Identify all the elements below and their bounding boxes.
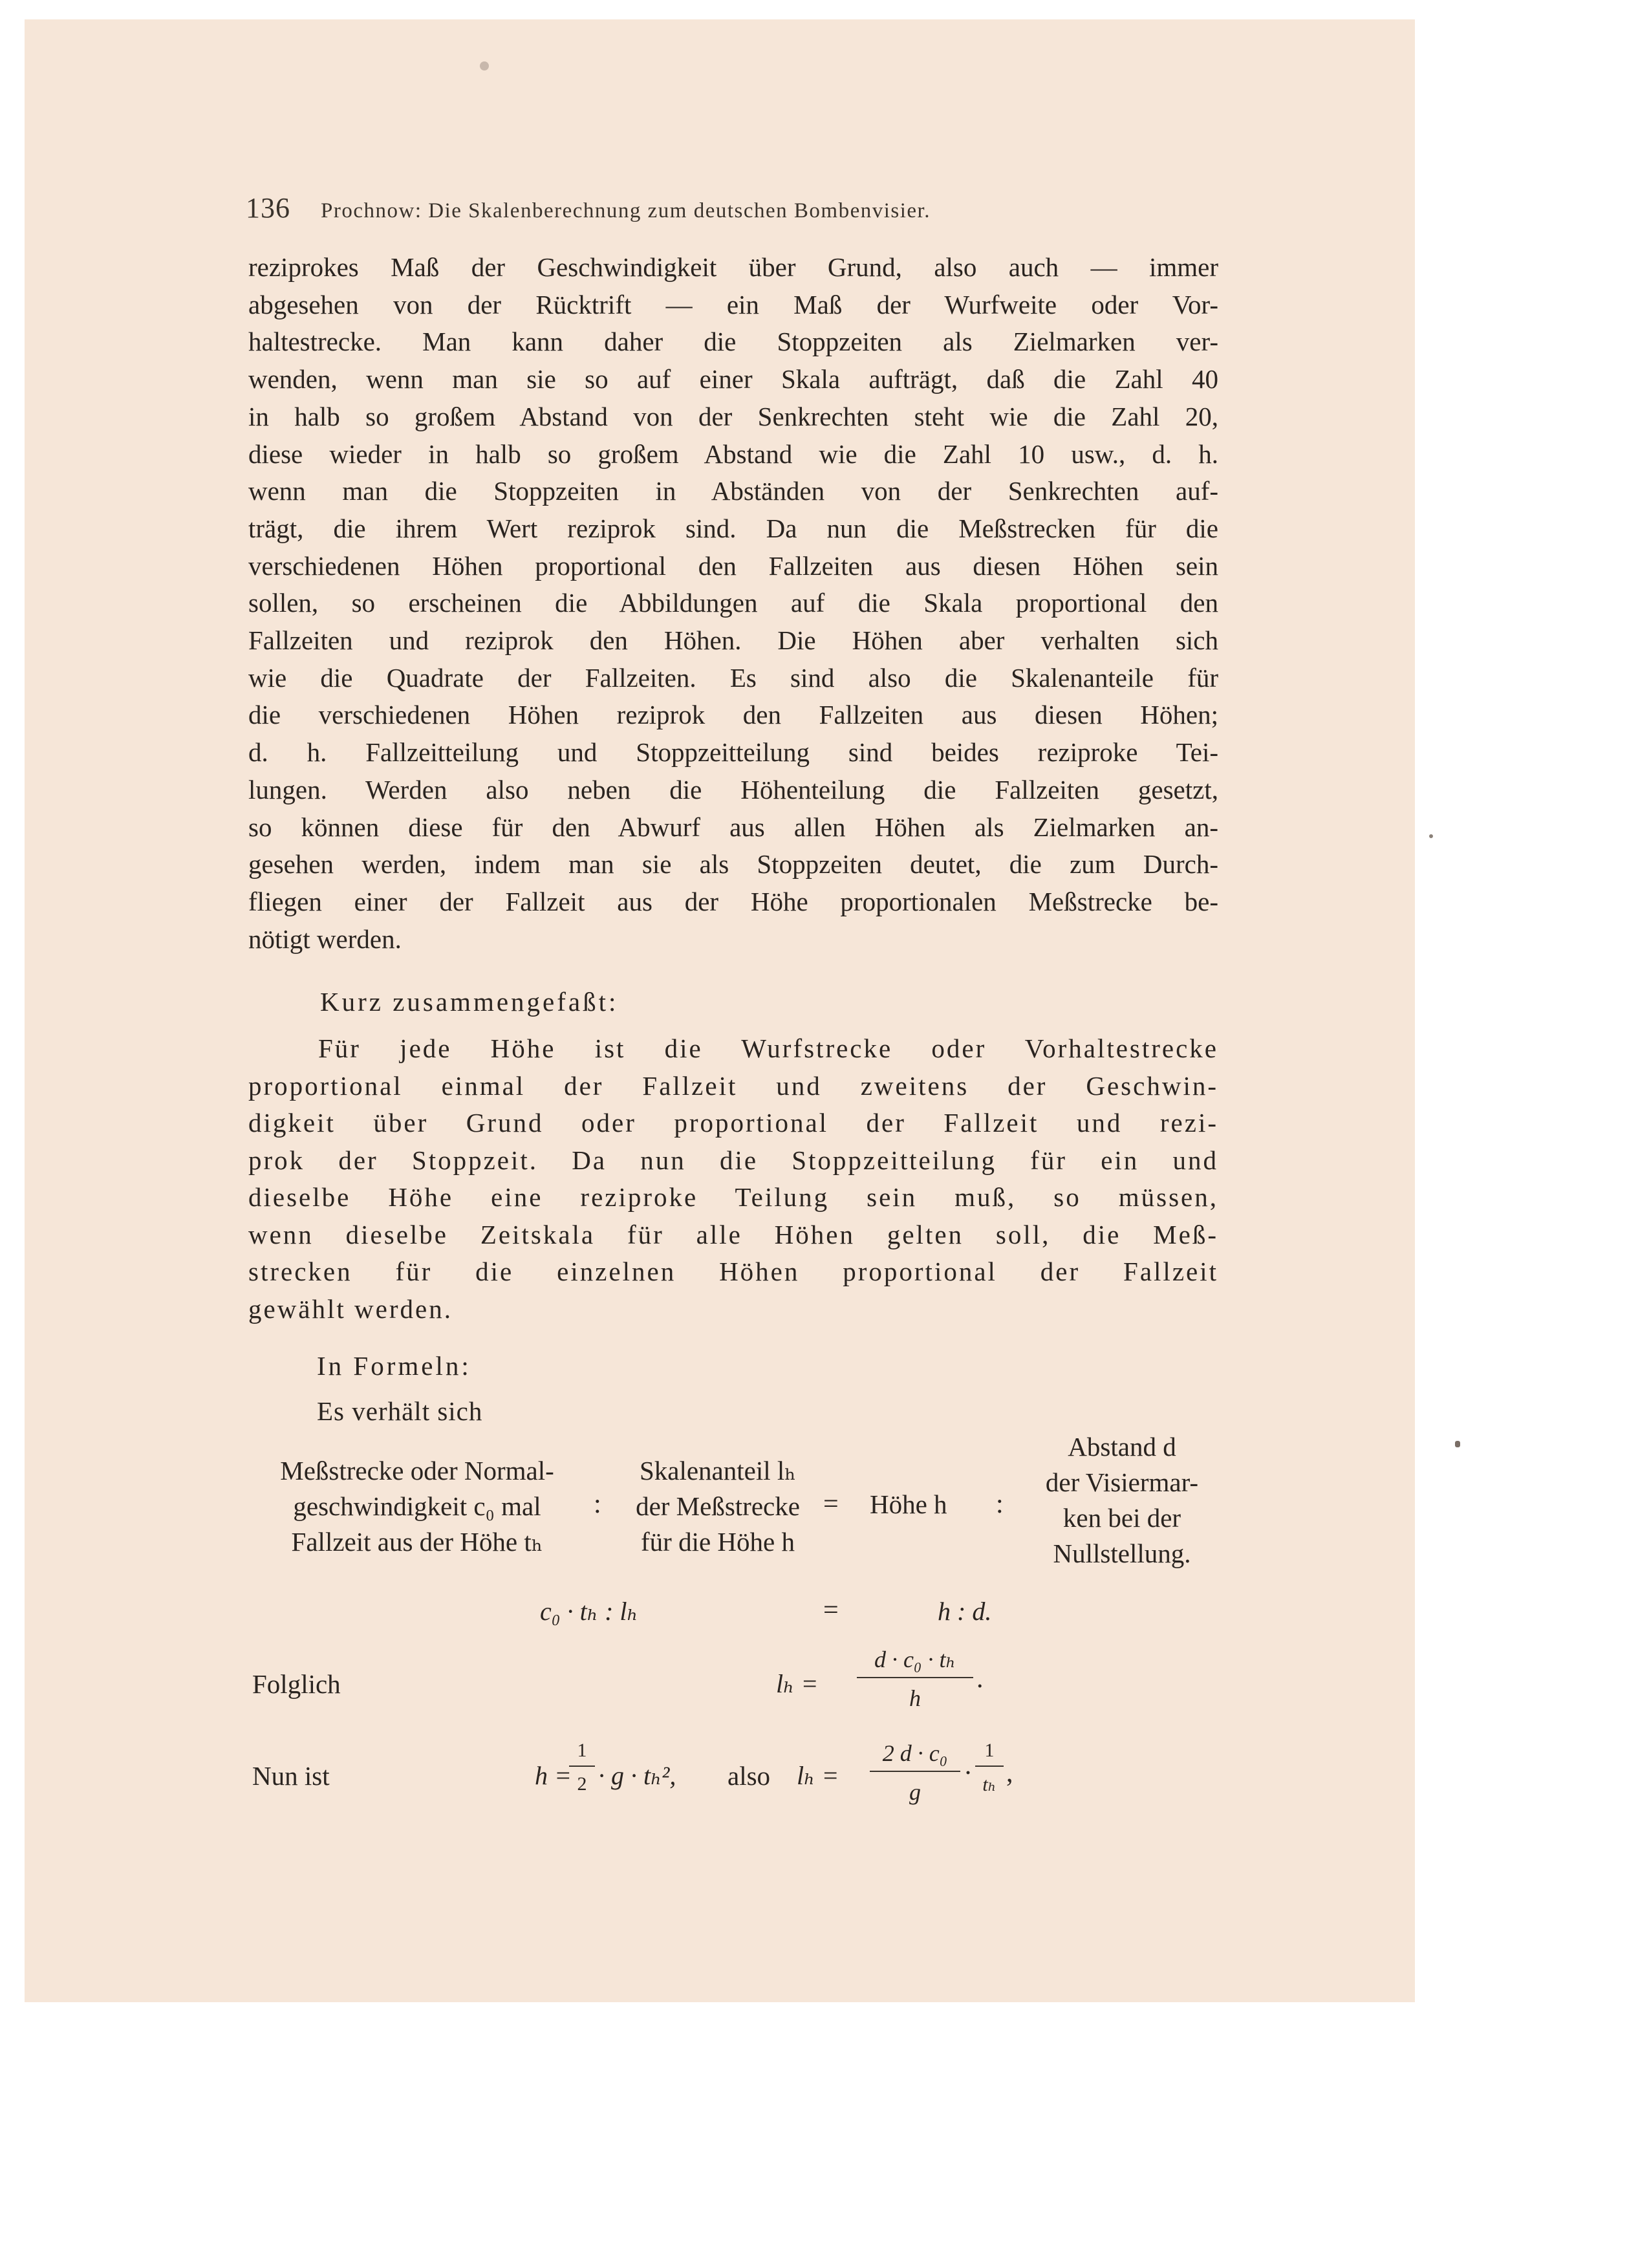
- proportion-col-4: [1009, 1429, 1235, 1571]
- proportion-line: Abstand d: [1068, 1432, 1176, 1462]
- text-line: abgesehen von der Rücktrift — ein Maß der Wurfweite oder Vor-: [248, 289, 1218, 319]
- text-line: prok der Stoppzeit. Da nun die Stoppzeitteilung für ein und: [248, 1145, 1218, 1175]
- text-line: Für jede Höhe ist die Wurfstrecke oder Vorhaltestrecke: [318, 1033, 1218, 1063]
- equals-sign: =: [823, 1595, 839, 1625]
- fraction-numerator: 2 d · c₀: [870, 1740, 960, 1772]
- page-header: [246, 191, 931, 224]
- text-line: wenden, wenn man sie so auf einer Skala aufträgt, daß die Zahl 40: [248, 364, 1218, 394]
- text-line: reziprokes Maß der Geschwindigkeit über Grund, also auch — immer: [248, 252, 1218, 282]
- lh-equals: lₕ =: [797, 1761, 839, 1790]
- equation-1-left: c₀ · tₕ : lₕ: [540, 1597, 638, 1626]
- text-line: diese wieder in halb so großem Abstand wie die Zahl 10 usw., d. h.: [248, 438, 1218, 469]
- also-text: also: [727, 1761, 771, 1791]
- paper-blemish: [1429, 834, 1433, 838]
- running-title: Prochnow: Die Skalenberechnung zum deutschen Bombenvisier.: [321, 199, 931, 222]
- text-line: haltestrecke. Man kann daher die Stoppzeiten als Zielmarken ver-: [248, 327, 1218, 357]
- formulas-heading: In Formeln:: [317, 1351, 471, 1381]
- text-line: fliegen einer der Fallzeit aus der Höhe proportionalen Meßstrecke be-: [248, 886, 1218, 916]
- ratio-colon: :: [594, 1489, 601, 1519]
- fraction: [975, 1740, 1004, 1796]
- proportion-line: der Visiermar-: [1045, 1467, 1199, 1497]
- lh-equals: lₕ =: [776, 1669, 819, 1698]
- text-line: sollen, so erscheinen die Abbildungen auf die Skala proportional den: [248, 588, 1218, 618]
- text-line: lungen. Werden also neben die Höhenteilung die Fallzeiten gesetzt,: [248, 774, 1218, 805]
- paper-blemish: [480, 61, 489, 70]
- fraction: [857, 1646, 973, 1712]
- fraction-denominator: h: [909, 1685, 921, 1711]
- fraction-denominator: g: [909, 1779, 921, 1805]
- text-line: nötigt werden.: [248, 923, 402, 954]
- comma: ,: [1006, 1758, 1013, 1788]
- equation-1-right: h : d.: [938, 1597, 992, 1626]
- proportion-line: Fallzeit aus der Höhe tₕ: [291, 1527, 543, 1557]
- nun-ist-label: Nun ist: [252, 1761, 330, 1791]
- fraction-denominator: tₕ: [982, 1774, 997, 1795]
- fraction-numerator: 1: [569, 1740, 595, 1767]
- text-line: dieselbe Höhe eine reziproke Teilung sein muß, so müssen,: [248, 1182, 1218, 1212]
- proportion-line: ken bei der: [1062, 1503, 1181, 1533]
- text-line: wenn man die Stoppzeiten in Abständen von der Senkrechten auf-: [248, 476, 1218, 506]
- fraction-numerator: 1: [975, 1740, 1004, 1767]
- text-line: proportional einmal der Fallzeit und zweitens der Geschwin-: [248, 1070, 1218, 1101]
- folglich-label: Folglich: [252, 1669, 341, 1699]
- text-line: wenn dieselbe Zeitskala für alle Höhen gelten soll, die Meß-: [248, 1219, 1218, 1249]
- fraction: [569, 1740, 595, 1795]
- paragraph-2: [248, 1030, 1218, 1328]
- paper-blemish: [1455, 1441, 1460, 1447]
- multiplication-dot: ·: [964, 1758, 973, 1788]
- period: .: [976, 1664, 984, 1694]
- text-line: verschiedenen Höhen proportional den Fallzeiten aus diesen Höhen sein: [248, 550, 1218, 581]
- text-line: die verschiedenen Höhen reziprok den Fallzeiten aus diesen Höhen;: [248, 700, 1218, 730]
- text-line: digkeit über Grund oder proportional der Fallzeit und rezi-: [248, 1108, 1218, 1138]
- summary-heading: Kurz zusammengefaßt:: [320, 987, 619, 1017]
- proportion-line: Skalenanteil lₕ: [639, 1456, 797, 1485]
- proportion-line: für die Höhe h: [641, 1527, 795, 1557]
- paragraph-1: [248, 249, 1218, 958]
- text-line: strecken für die einzelnen Höhen proportional der Fallzeit: [248, 1257, 1218, 1286]
- text-line: trägt, die ihrem Wert reziprok sind. Da nun die Meßstrecken für die: [248, 513, 1218, 543]
- text-line: Fallzeiten und reziprok den Höhen. Die Höhen aber verhalten sich: [248, 625, 1218, 656]
- text-line: so können diese für den Abwurf aus allen Höhen als Zielmarken an-: [248, 812, 1218, 842]
- ratio-colon: :: [996, 1489, 1004, 1519]
- text-line: gewählt werden.: [248, 1293, 453, 1324]
- proportion-col-2: [608, 1453, 828, 1560]
- es-verhaelt-text: Es verhält sich: [317, 1396, 483, 1426]
- text-line: gesehen werden, indem man sie als Stoppzeiten deutet, die zum Durch-: [248, 849, 1218, 880]
- gravity-term: · g · tₕ²,: [598, 1761, 676, 1790]
- proportion-line: der Meßstrecke: [636, 1491, 800, 1521]
- proportion-line: Meßstrecke oder Normal-: [280, 1456, 554, 1485]
- text-line: d. h. Fallzeitteilung und Stoppzeitteilung sind beides reziproke Tei-: [248, 737, 1218, 768]
- hoehe-label: Höhe h: [870, 1489, 947, 1519]
- page-number: 136: [246, 192, 290, 224]
- text-line: wie die Quadrate der Fallzeiten. Es sind also die Skalenanteile für: [248, 662, 1218, 693]
- h-equals: h =: [535, 1761, 572, 1790]
- fraction-denominator: 2: [577, 1773, 587, 1795]
- fraction-numerator: d · c₀ · tₕ: [857, 1646, 973, 1678]
- proportion-line: Nullstellung.: [1053, 1539, 1191, 1568]
- proportion-line: geschwindigkeit c₀ mal: [293, 1491, 541, 1521]
- text-line: in halb so großem Abstand von der Senkrechten steht wie die Zahl 20,: [248, 401, 1218, 431]
- equals-sign: =: [823, 1489, 839, 1519]
- proportion-col-1: [242, 1453, 592, 1560]
- fraction: [870, 1740, 960, 1806]
